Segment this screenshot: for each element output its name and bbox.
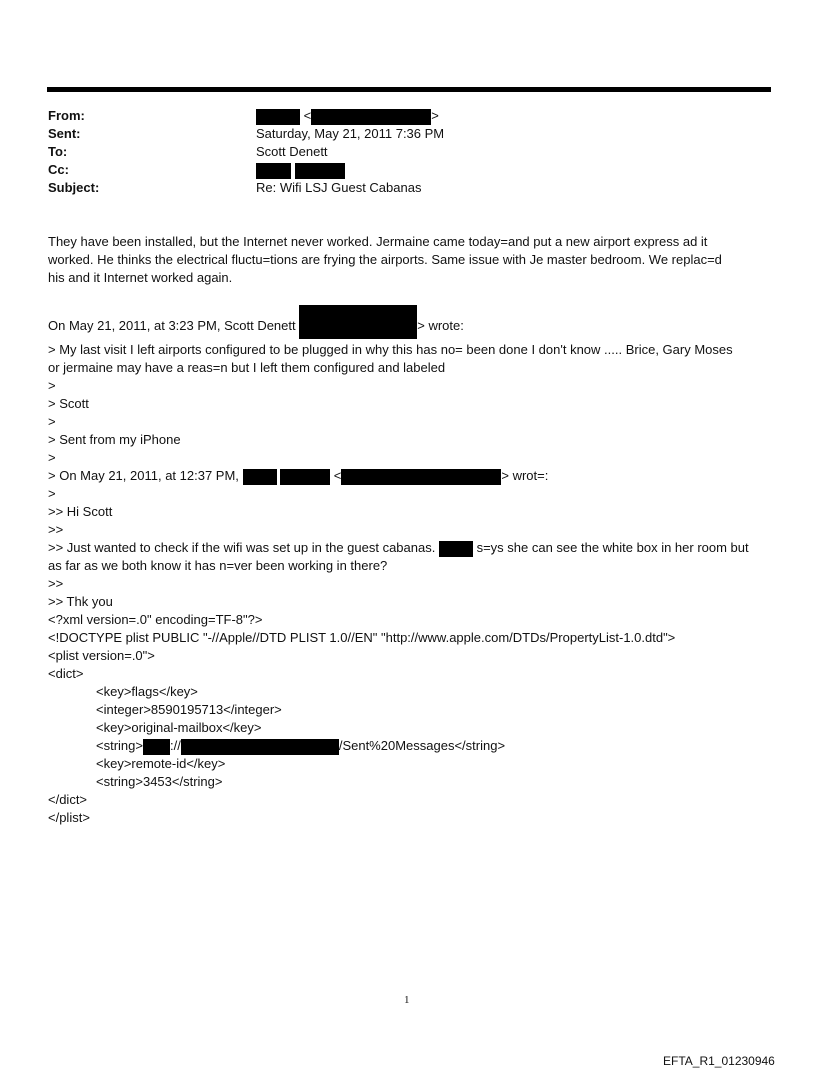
reply-intro [48,305,464,339]
redaction-block [181,739,339,755]
document-id: EFTA_R1_01230946 [663,1054,775,1068]
to-label: To: [48,144,68,159]
redaction-block [341,469,501,485]
quoted-line: > [48,414,56,429]
plist-string-open: <string> [96,738,143,753]
quoted-line: as far as we both know it has n=ver been working in there? [48,558,388,573]
redaction-block [256,163,291,179]
header-rule [47,87,771,92]
from-value [256,107,439,125]
redaction-block [143,739,170,755]
plist-line: <integer>8590195713</integer> [96,702,282,717]
plist-line: <key>flags</key> [96,684,198,699]
quoted-just-tail: s=ys she can see the white box in her room but [472,540,749,555]
plist-line: </plist> [48,810,90,825]
page-number: 1 [404,994,410,1006]
plist-line: <!DOCTYPE plist PUBLIC "-//Apple//DTD PLIST 1.0//EN" "http://www.apple.com/DTDs/PropertyList-1.0.dtd"> [48,630,676,645]
quoted-line: >> Thk you [48,594,113,609]
quoted-line: > My last visit I left airports configured to be plugged in why this has no= been done I don't know ..... Brice, Gary Moses [48,342,733,357]
sent-label: Sent: [48,126,81,141]
plist-line: <plist version=.0"> [48,648,155,663]
quoted-line: >> [48,522,64,537]
plist-line: <dict> [48,666,84,681]
plist-line: <string>3453</string> [96,774,223,789]
quoted-on-text: > On May 21, 2011, at 12:37 PM, [48,468,243,483]
quoted-on-tail: > wrot=: [501,468,549,483]
plist-line: <key>remote-id</key> [96,756,226,771]
redaction-block [280,469,330,485]
quoted-lt: < [333,468,342,483]
redaction-block [299,305,417,339]
reply-intro-tail: > wrote: [417,318,464,333]
quoted-line: > [48,378,56,393]
plist-line: <?xml version=.0" encoding=TF-8"?> [48,612,263,627]
redaction-block [295,163,345,179]
quoted-line: > [48,486,56,501]
subject-value: Re: Wifi LSJ Guest Cabanas [256,180,422,195]
quoted-line: > Scott [48,396,89,411]
quoted-line: > Sent from my iPhone [48,432,181,447]
subject-label: Subject: [48,180,100,195]
quoted-just-text: >> Just wanted to check if the wifi was set up in the guest cabanas. [48,540,439,555]
quoted-line: or jermaine may have a reas=n but I left them configured and labeled [48,360,446,375]
redaction-block [256,109,300,125]
from-label: From: [48,108,85,123]
from-gt: > [431,108,439,123]
cc-value [256,161,345,179]
body-line: his and it Internet worked again. [48,270,233,285]
redaction-block [311,109,431,125]
sent-value: Saturday, May 21, 2011 7:36 PM [256,126,445,141]
redaction-block [439,541,473,557]
plist-line: </dict> [48,792,88,807]
quoted-line: >> [48,576,64,591]
quoted-line: >> Hi Scott [48,504,113,519]
body-line: worked. He thinks the electrical fluctu=tions are frying the airports. Same issue with Je master bedroom. We replac=d [48,252,722,267]
body-line: They have been installed, but the Internet never worked. Jermaine came today=and put a new airport express ad it [48,234,708,249]
cc-label: Cc: [48,162,69,177]
quoted-line [48,539,749,557]
quoted-line: > [48,450,56,465]
plist-line [96,737,505,755]
redaction-block [243,469,277,485]
reply-intro-text: On May 21, 2011, at 3:23 PM, Scott Denett [48,318,300,333]
plist-string-sep: :// [169,738,181,753]
quoted-line [48,467,548,485]
to-value: Scott Denett [256,144,328,159]
plist-line: <key>original-mailbox</key> [96,720,262,735]
from-lt: < [303,108,312,123]
plist-string-tail: /Sent%20Messages</string> [338,738,506,753]
